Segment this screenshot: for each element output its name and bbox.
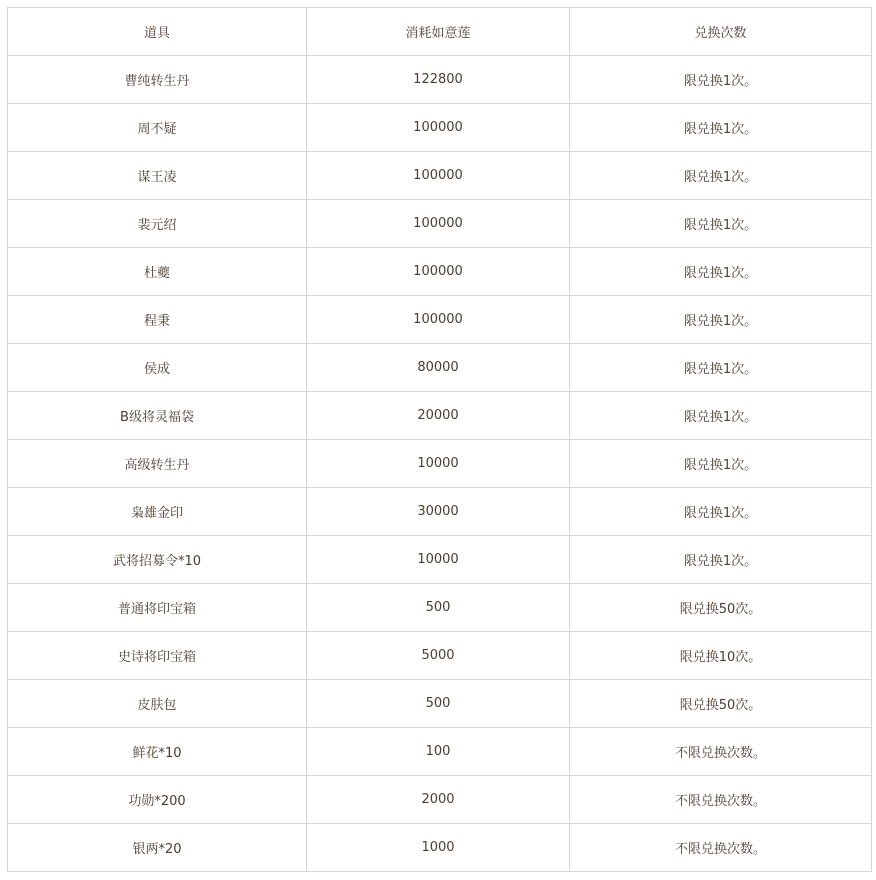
limit-cell: 限兑换1次。 (570, 440, 872, 488)
limit-cell: 限兑换1次。 (570, 104, 872, 152)
table-header-row (8, 8, 872, 56)
cost-cell: 5000 (307, 632, 570, 680)
limit-cell: 限兑换10次。 (570, 632, 872, 680)
item-cell: 武将招募令*10 (8, 536, 307, 584)
table-row (8, 824, 872, 872)
header-cost: 消耗如意莲 (307, 8, 570, 56)
cost-cell: 500 (307, 680, 570, 728)
limit-cell: 限兑换1次。 (570, 344, 872, 392)
table-row (8, 392, 872, 440)
table-row (8, 440, 872, 488)
item-cell: 曹纯转生丹 (8, 56, 307, 104)
table-row (8, 344, 872, 392)
cost-cell: 100000 (307, 296, 570, 344)
item-cell: 普通将印宝箱 (8, 584, 307, 632)
table-row (8, 632, 872, 680)
item-cell: 功勋*200 (8, 776, 307, 824)
cost-cell: 80000 (307, 344, 570, 392)
limit-cell: 不限兑换次数。 (570, 776, 872, 824)
limit-cell: 限兑换1次。 (570, 200, 872, 248)
cost-cell: 2000 (307, 776, 570, 824)
table-row (8, 584, 872, 632)
cost-cell: 100 (307, 728, 570, 776)
cost-cell: 10000 (307, 440, 570, 488)
table-row (8, 776, 872, 824)
item-cell: 银两*20 (8, 824, 307, 872)
cost-cell: 100000 (307, 248, 570, 296)
cost-cell: 100000 (307, 152, 570, 200)
limit-cell: 不限兑换次数。 (570, 824, 872, 872)
exchange-table (7, 7, 872, 872)
table-row (8, 248, 872, 296)
table-row (8, 152, 872, 200)
item-cell: 史诗将印宝箱 (8, 632, 307, 680)
item-cell: 鲜花*10 (8, 728, 307, 776)
table-row (8, 296, 872, 344)
limit-cell: 限兑换1次。 (570, 296, 872, 344)
cost-cell: 10000 (307, 536, 570, 584)
cost-cell: 1000 (307, 824, 570, 872)
limit-cell: 限兑换50次。 (570, 680, 872, 728)
limit-cell: 限兑换1次。 (570, 248, 872, 296)
limit-cell: 限兑换1次。 (570, 56, 872, 104)
limit-cell: 不限兑换次数。 (570, 728, 872, 776)
limit-cell: 限兑换50次。 (570, 584, 872, 632)
cost-cell: 30000 (307, 488, 570, 536)
item-cell: 谋王凌 (8, 152, 307, 200)
exchange-table-container (7, 7, 871, 872)
cost-cell: 100000 (307, 200, 570, 248)
limit-cell: 限兑换1次。 (570, 488, 872, 536)
table-row (8, 200, 872, 248)
item-cell: 皮肤包 (8, 680, 307, 728)
limit-cell: 限兑换1次。 (570, 536, 872, 584)
table-row (8, 536, 872, 584)
limit-cell: 限兑换1次。 (570, 392, 872, 440)
table-row (8, 728, 872, 776)
table-body (8, 56, 872, 872)
table-row (8, 680, 872, 728)
header-item: 道具 (8, 8, 307, 56)
item-cell: 裴元绍 (8, 200, 307, 248)
cost-cell: 100000 (307, 104, 570, 152)
item-cell: 侯成 (8, 344, 307, 392)
table-row (8, 104, 872, 152)
item-cell: 周不疑 (8, 104, 307, 152)
cost-cell: 122800 (307, 56, 570, 104)
item-cell: 高级转生丹 (8, 440, 307, 488)
item-cell: 程秉 (8, 296, 307, 344)
cost-cell: 500 (307, 584, 570, 632)
item-cell: 枭雄金印 (8, 488, 307, 536)
table-row (8, 488, 872, 536)
table-row (8, 56, 872, 104)
header-limit: 兑换次数 (570, 8, 872, 56)
item-cell: B级将灵福袋 (8, 392, 307, 440)
item-cell: 杜夔 (8, 248, 307, 296)
limit-cell: 限兑换1次。 (570, 152, 872, 200)
cost-cell: 20000 (307, 392, 570, 440)
